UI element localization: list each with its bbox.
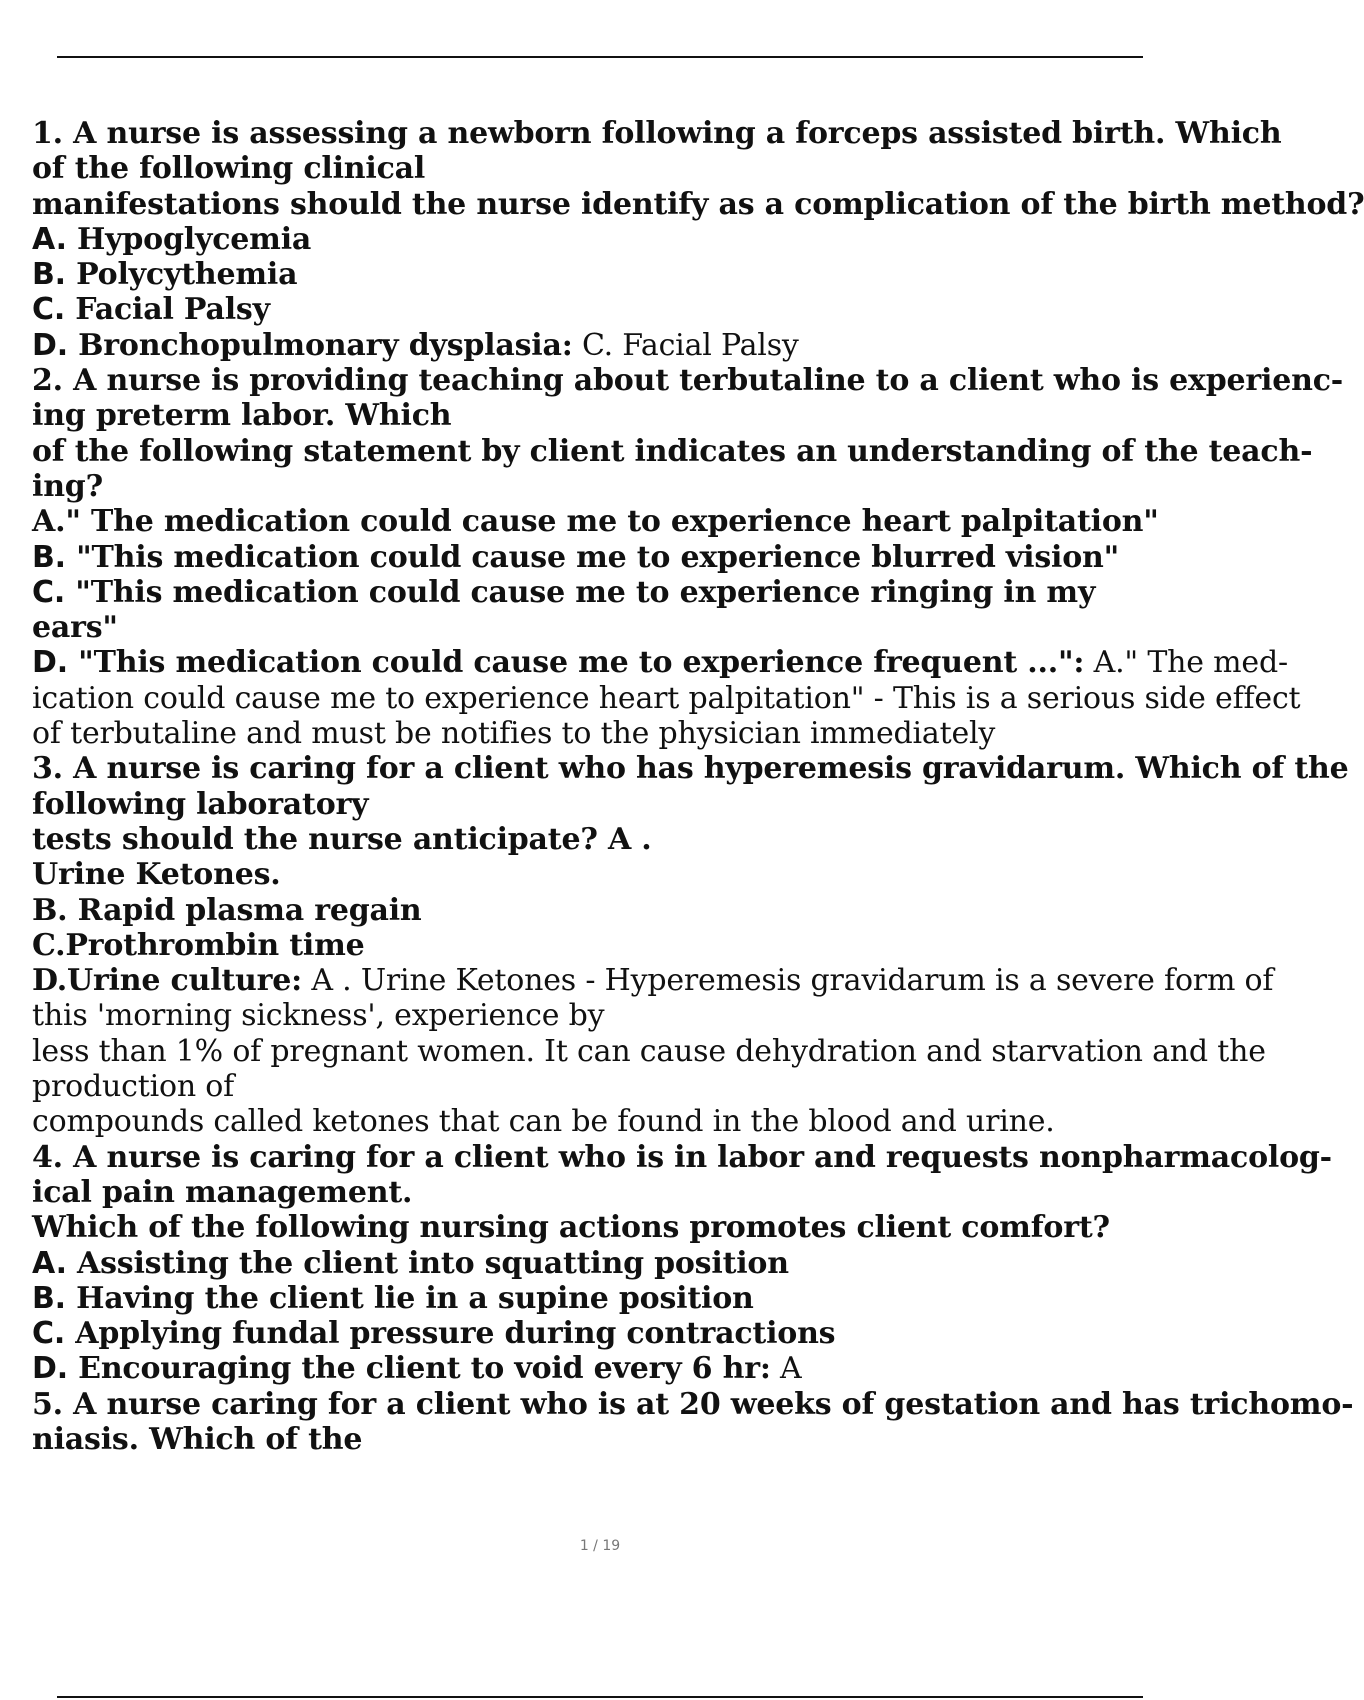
q3-answer-line-5: compounds called ketones that can be found in the blood and urine. (32, 1104, 1055, 1140)
q1-stem-line-2: of the following clinical (32, 151, 426, 187)
option-text: Facial Palsy (65, 292, 270, 328)
option-letter: C. (32, 292, 66, 328)
q1-option-a (32, 222, 1198, 257)
option-letter: D. (32, 327, 68, 363)
q3-stem-line-1: 3. A nurse is caring for a client who has hyperemesis gravidarum. Which of the (32, 751, 1349, 787)
option-text: Bronchopulmonary dysplasia: (67, 327, 573, 363)
q3-answer-line-2: this 'morning sickness', experience by (32, 998, 605, 1034)
option-letter: B. (32, 257, 66, 293)
q4-option-d (32, 1351, 1198, 1386)
q2-option-d (32, 645, 1288, 681)
q5-stem-line-2: niasis. Which of the (32, 1421, 363, 1457)
q4-stem-line-2: ical pain management. (32, 1174, 413, 1210)
q2-stem-line-2: ing preterm labor. Which (32, 398, 452, 434)
q3-option-b: B. Rapid plasma regain (32, 892, 422, 928)
q2-stem-line-3: of the following statement by client indicates an understanding of the teach- (32, 433, 1313, 469)
q1-option-c (32, 292, 1198, 327)
q2-answer-line-3: of terbutaline and must be notifies to the physician immediately (32, 716, 996, 752)
bottom-divider (57, 1696, 1143, 1698)
option-text: D.Urine culture: (32, 963, 303, 999)
q2-option-c-continued: ears" (32, 610, 118, 646)
q4-option-b (32, 1281, 1198, 1316)
q4-option-a (32, 1246, 1198, 1281)
top-divider (57, 56, 1143, 58)
q2-option-a: A." The medication could cause me to experience heart palpitation" (32, 504, 1159, 540)
option-letter: C. (32, 1316, 66, 1352)
option-letter: D. (32, 1351, 68, 1387)
q1-option-d (32, 328, 1198, 363)
option-text: Assisting the client into squatting position (66, 1245, 789, 1281)
q1-answer: C. Facial Palsy (572, 327, 799, 363)
q3-option-c: C.Prothrombin time (32, 927, 365, 963)
q3-answer-line-4: production of (32, 1069, 235, 1105)
q2-option-b (32, 540, 1198, 575)
option-text: Having the client lie in a supine position (65, 1280, 754, 1316)
q1-option-b (32, 257, 1198, 292)
q4-stem-line-3: Which of the following nursing actions promotes client comfort? (32, 1210, 1110, 1246)
q2-answer-line-2: ication could cause me to experience heart palpitation" - This is a serious side effect (32, 680, 1301, 716)
option-text: Encouraging the client to void every 6 hr: (67, 1351, 771, 1387)
q4-option-c (32, 1316, 1198, 1351)
option-letter: D. (32, 645, 68, 681)
q2-answer-line-1: A." The med- (1084, 645, 1288, 681)
q1-stem-line-1: 1. A nurse is assessing a newborn following a forceps assisted birth. Which (32, 116, 1282, 151)
q4-answer: A (770, 1351, 802, 1387)
q3-answer-line-3: less than 1% of pregnant women. It can cause dehydration and starvation and the (32, 1033, 1266, 1069)
option-text: "This medication could cause me to experience frequent ...": (67, 645, 1085, 681)
option-text: "This medication could cause me to experience ringing in my (65, 574, 1096, 610)
q3-answer-line-1: A . Urine Ketones - Hyperemesis gravidarum is a severe form of (302, 963, 1274, 999)
document-body (32, 116, 1364, 1457)
option-text: "This medication could cause me to experience blurred vision" (65, 539, 1120, 575)
q2-stem-line-1: 2. A nurse is providing teaching about terbutaline to a client who is experienc- (32, 363, 1344, 399)
q3-option-d (32, 963, 1274, 999)
option-letter: A. (32, 221, 67, 257)
option-letter: B. (32, 1280, 66, 1316)
q1-stem-line-3: manifestations should the nurse identify as a complication of the birth method? (32, 186, 1364, 222)
option-text: Hypoglycemia (66, 221, 312, 257)
q2-stem-line-4: ing? (32, 468, 103, 504)
q4-stem-line-1: 4. A nurse is caring for a client who is in labor and requests nonpharmacolog- (32, 1139, 1332, 1175)
page-number: 1 / 19 (579, 1538, 621, 1554)
q2-option-c (32, 575, 1198, 610)
q3-stem-line-3: tests should the nurse anticipate? A . (32, 821, 652, 857)
option-letter: B. (32, 539, 66, 575)
option-text: Applying fundal pressure during contractions (65, 1316, 836, 1352)
q3-stem-line-2: following laboratory (32, 786, 369, 822)
option-letter: A. (32, 1245, 67, 1281)
option-text: Polycythemia (65, 257, 298, 293)
q3-option-a: Urine Ketones. (32, 857, 281, 893)
option-letter: C. (32, 574, 66, 610)
q5-stem-line-1: 5. A nurse caring for a client who is at 20 weeks of gestation and has trichomo- (32, 1386, 1354, 1422)
